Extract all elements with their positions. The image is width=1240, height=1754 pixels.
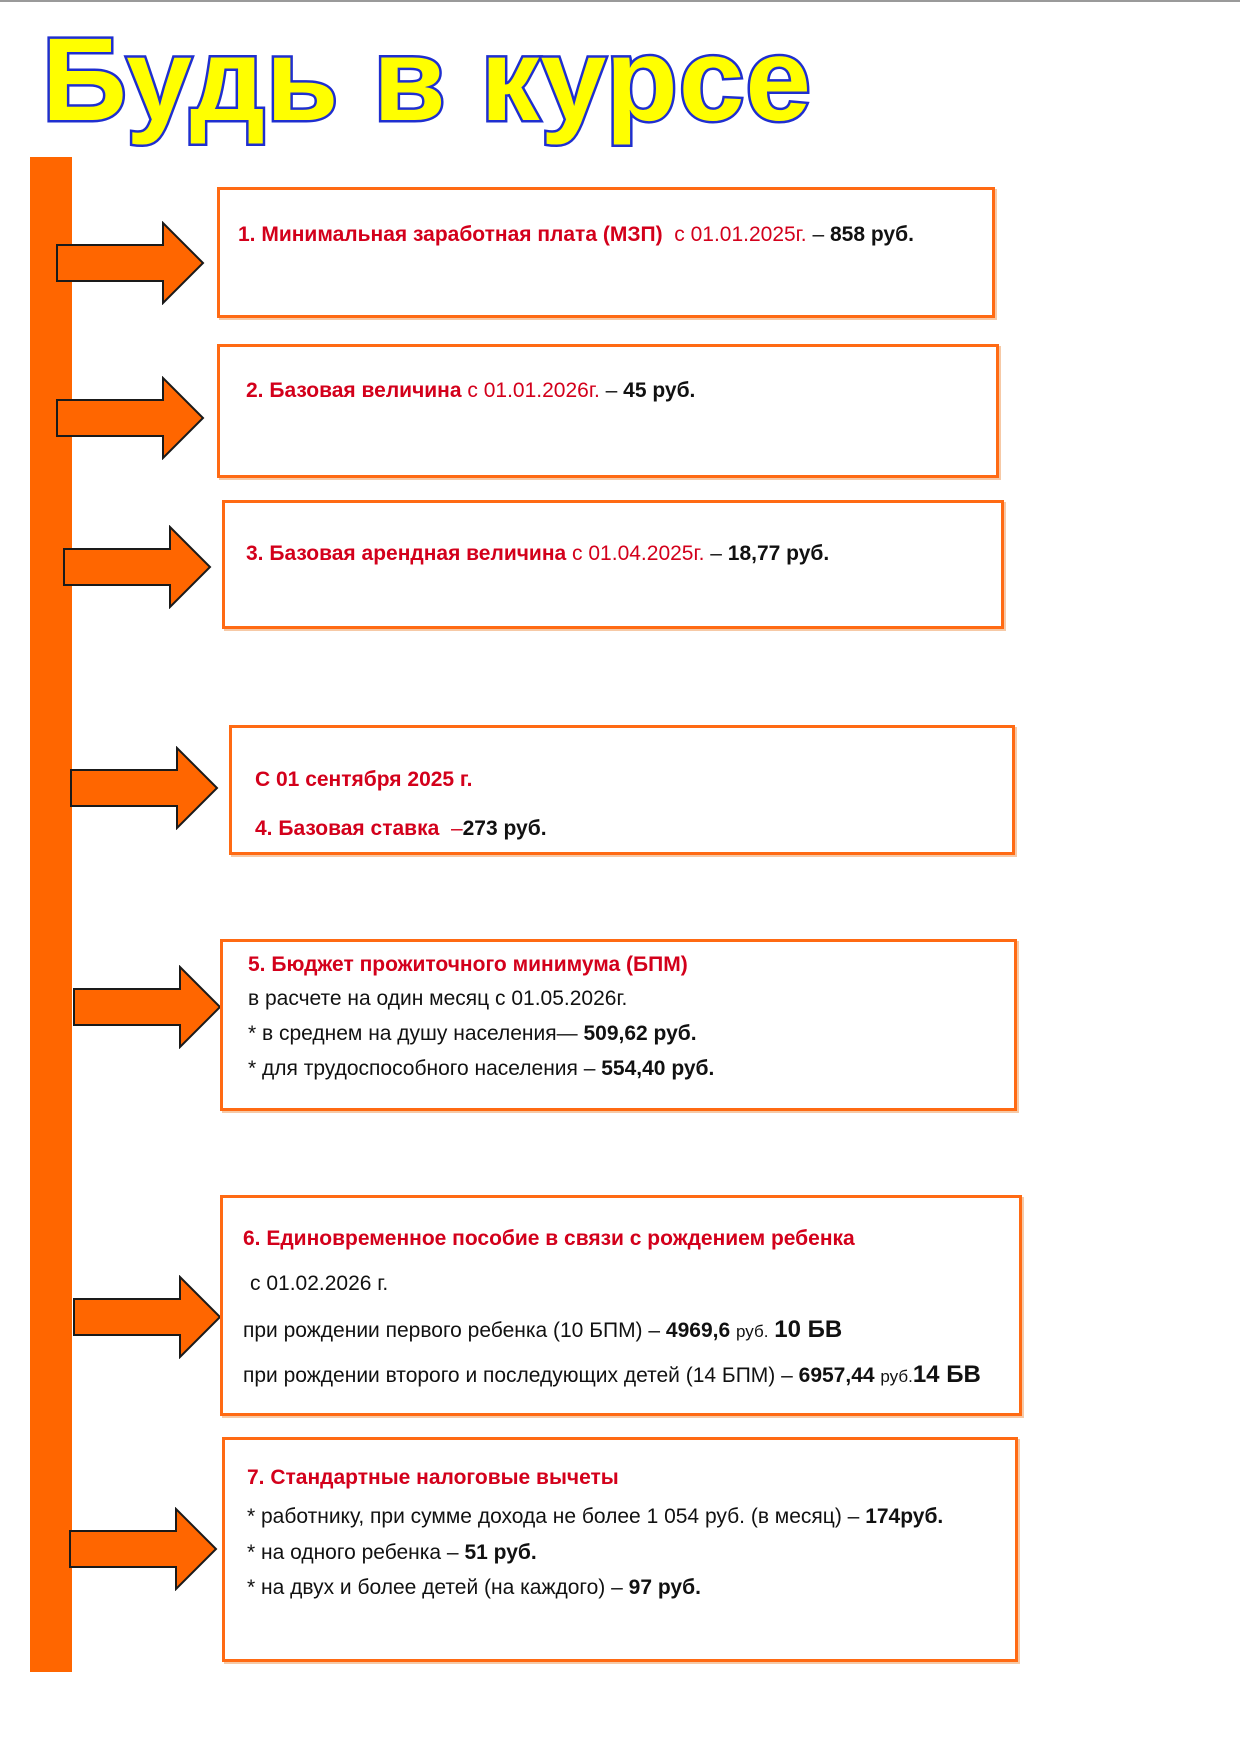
line-value: 4969,6 [665,1319,731,1342]
line-text: * работнику, при сумме дохода не более 1 054 руб. (в месяц) – [247,1505,860,1528]
box-line [247,1541,537,1565]
box-line [246,542,829,566]
info-box-base-rent [222,500,1004,629]
line-text: при рождении первого ребенка (10 БПМ) – [243,1319,661,1342]
line-value: 554,40 руб. [601,1057,715,1080]
line-extra: 14 БВ [912,1361,981,1388]
page-title-text: Будь в курсе [42,14,812,146]
top-border-line [0,0,1240,2]
item-dash: – [710,542,722,565]
item-dash: – [450,817,463,840]
line-text: * на одного ребенка – [247,1541,459,1564]
item-dash: – [812,223,825,246]
item-label: 4. Базовая ставка [255,817,440,840]
box-line [247,1576,701,1600]
item-date: с 01.02.2026 г. [250,1272,389,1295]
right-arrow-icon [69,746,219,830]
right-arrow-icon [72,965,222,1049]
item-date: с 01.01.2025г. [674,223,807,246]
line-text: * для трудоспособного населения – [248,1057,596,1080]
item-subtitle: в расчете на один месяц с 01.05.2026г. [248,987,628,1010]
line-unit: руб. [880,1367,913,1386]
line-unit: руб. [736,1322,769,1341]
line-value: 6957,44 [798,1364,875,1387]
item-label: 6. Единовременное пособие в связи с рождением ребенка [243,1227,855,1250]
line-value: 509,62 руб. [583,1022,697,1045]
line-text: * на двух и более детей (на каждого) – [247,1576,623,1599]
line-value: 174руб. [865,1505,944,1528]
right-arrow-icon [55,376,205,460]
right-arrow-icon [68,1507,218,1591]
item-value: 273 руб. [462,817,547,840]
item-label: 1. Минимальная заработная плата (МЗП) [238,223,663,246]
item-label: 2. Базовая величина [246,379,462,402]
item-date: с 01.04.2025г. [572,542,705,565]
line-text: при рождении второго и последующих детей (14 БПМ) – [243,1364,793,1387]
info-box-base-value [217,344,999,478]
info-box-minimum-wage [217,187,995,318]
info-box-subsistence-budget [220,939,1017,1111]
right-arrow-icon [55,221,205,305]
item-value: 18,77 руб. [727,542,830,565]
item-label: 7. Стандартные налоговые вычеты [247,1466,619,1489]
box-line [247,1505,943,1529]
box-line [248,1022,697,1046]
item-label: 5. Бюджет прожиточного минимума (БПМ) [248,953,688,976]
page-title [42,14,812,170]
box-line [248,1057,714,1081]
item-date: С 01 сентября 2025 г. [255,768,473,791]
line-value: 97 руб. [628,1576,701,1599]
line-extra: 10 БВ [774,1316,843,1343]
box-line [238,223,914,247]
info-box-base-rate [229,725,1015,855]
item-date: с 01.01.2026г. [467,379,600,402]
right-arrow-icon [72,1275,222,1359]
item-label: 3. Базовая арендная величина [246,542,567,565]
box-line [255,817,547,841]
box-line [243,1316,842,1344]
line-value: 51 руб. [464,1541,537,1564]
box-line [246,379,695,403]
item-value: 858 руб. [830,223,914,246]
info-box-tax-deductions [222,1437,1018,1662]
item-value: 45 руб. [623,379,696,402]
right-arrow-icon [62,525,212,609]
line-text: * в среднем на душу населения— [248,1022,578,1045]
box-line [243,1361,981,1389]
item-dash: – [605,379,618,402]
info-box-childbirth-benefit [220,1195,1022,1416]
